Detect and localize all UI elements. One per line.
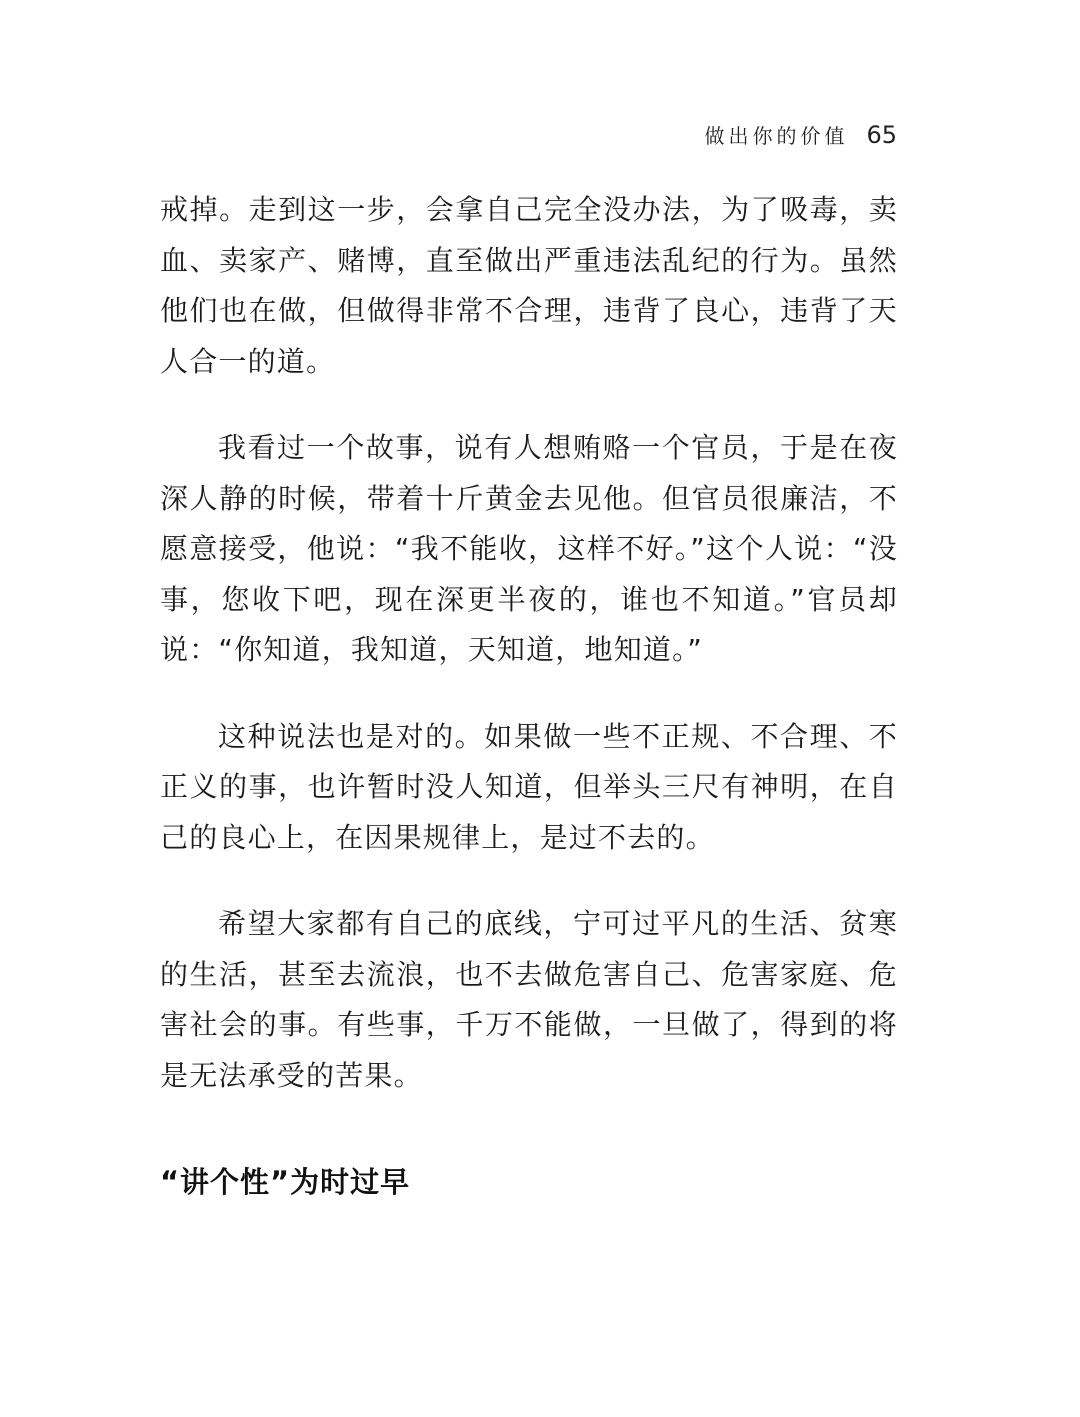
paragraph-bribe-story: 我看过一个故事，说有人想贿赂一个官员，于是在夜深人静的时候，带着十斤黄金去见他。但官员很廉洁，不愿意接受，他说：“我不能收，这样不好。”这个人说：“没事，您收下吧，现在深更半夜的，谁也不知道。”官员却说：“你知道，我知道，天知道，地知道。” bbox=[160, 431, 898, 666]
chapter-title: 做出你的价值 bbox=[704, 124, 849, 148]
paragraph-bottom-line: 希望大家都有自己的底线，宁可过平凡的生活、贫寒的生活，甚至去流浪，也不去做危害自己、危害家庭、危害社会的事。有些事，千万不能做，一旦做了，得到的将是无法承受的苦果。 bbox=[160, 907, 898, 1092]
paragraph-conscience: 这种说法也是对的。如果做一些不正规、不合理、不正义的事，也许暂时没人知道，但举头三尺有神明，在自己的良心上，在因果规律上，是过不去的。 bbox=[160, 719, 898, 854]
paragraph-continued: 戒掉。走到这一步，会拿自己完全没办法，为了吸毒，卖血、卖家产、赌博，直至做出严重违法乱纪的行为。虽然他们也在做，但做得非常不合理，违背了良心，违背了天人合一的道。 bbox=[160, 193, 898, 378]
body-text bbox=[160, 185, 898, 1137]
running-header bbox=[704, 120, 897, 149]
page-number: 65 bbox=[866, 121, 897, 149]
section-heading: “讲个性”为时过早 bbox=[160, 1165, 411, 1199]
